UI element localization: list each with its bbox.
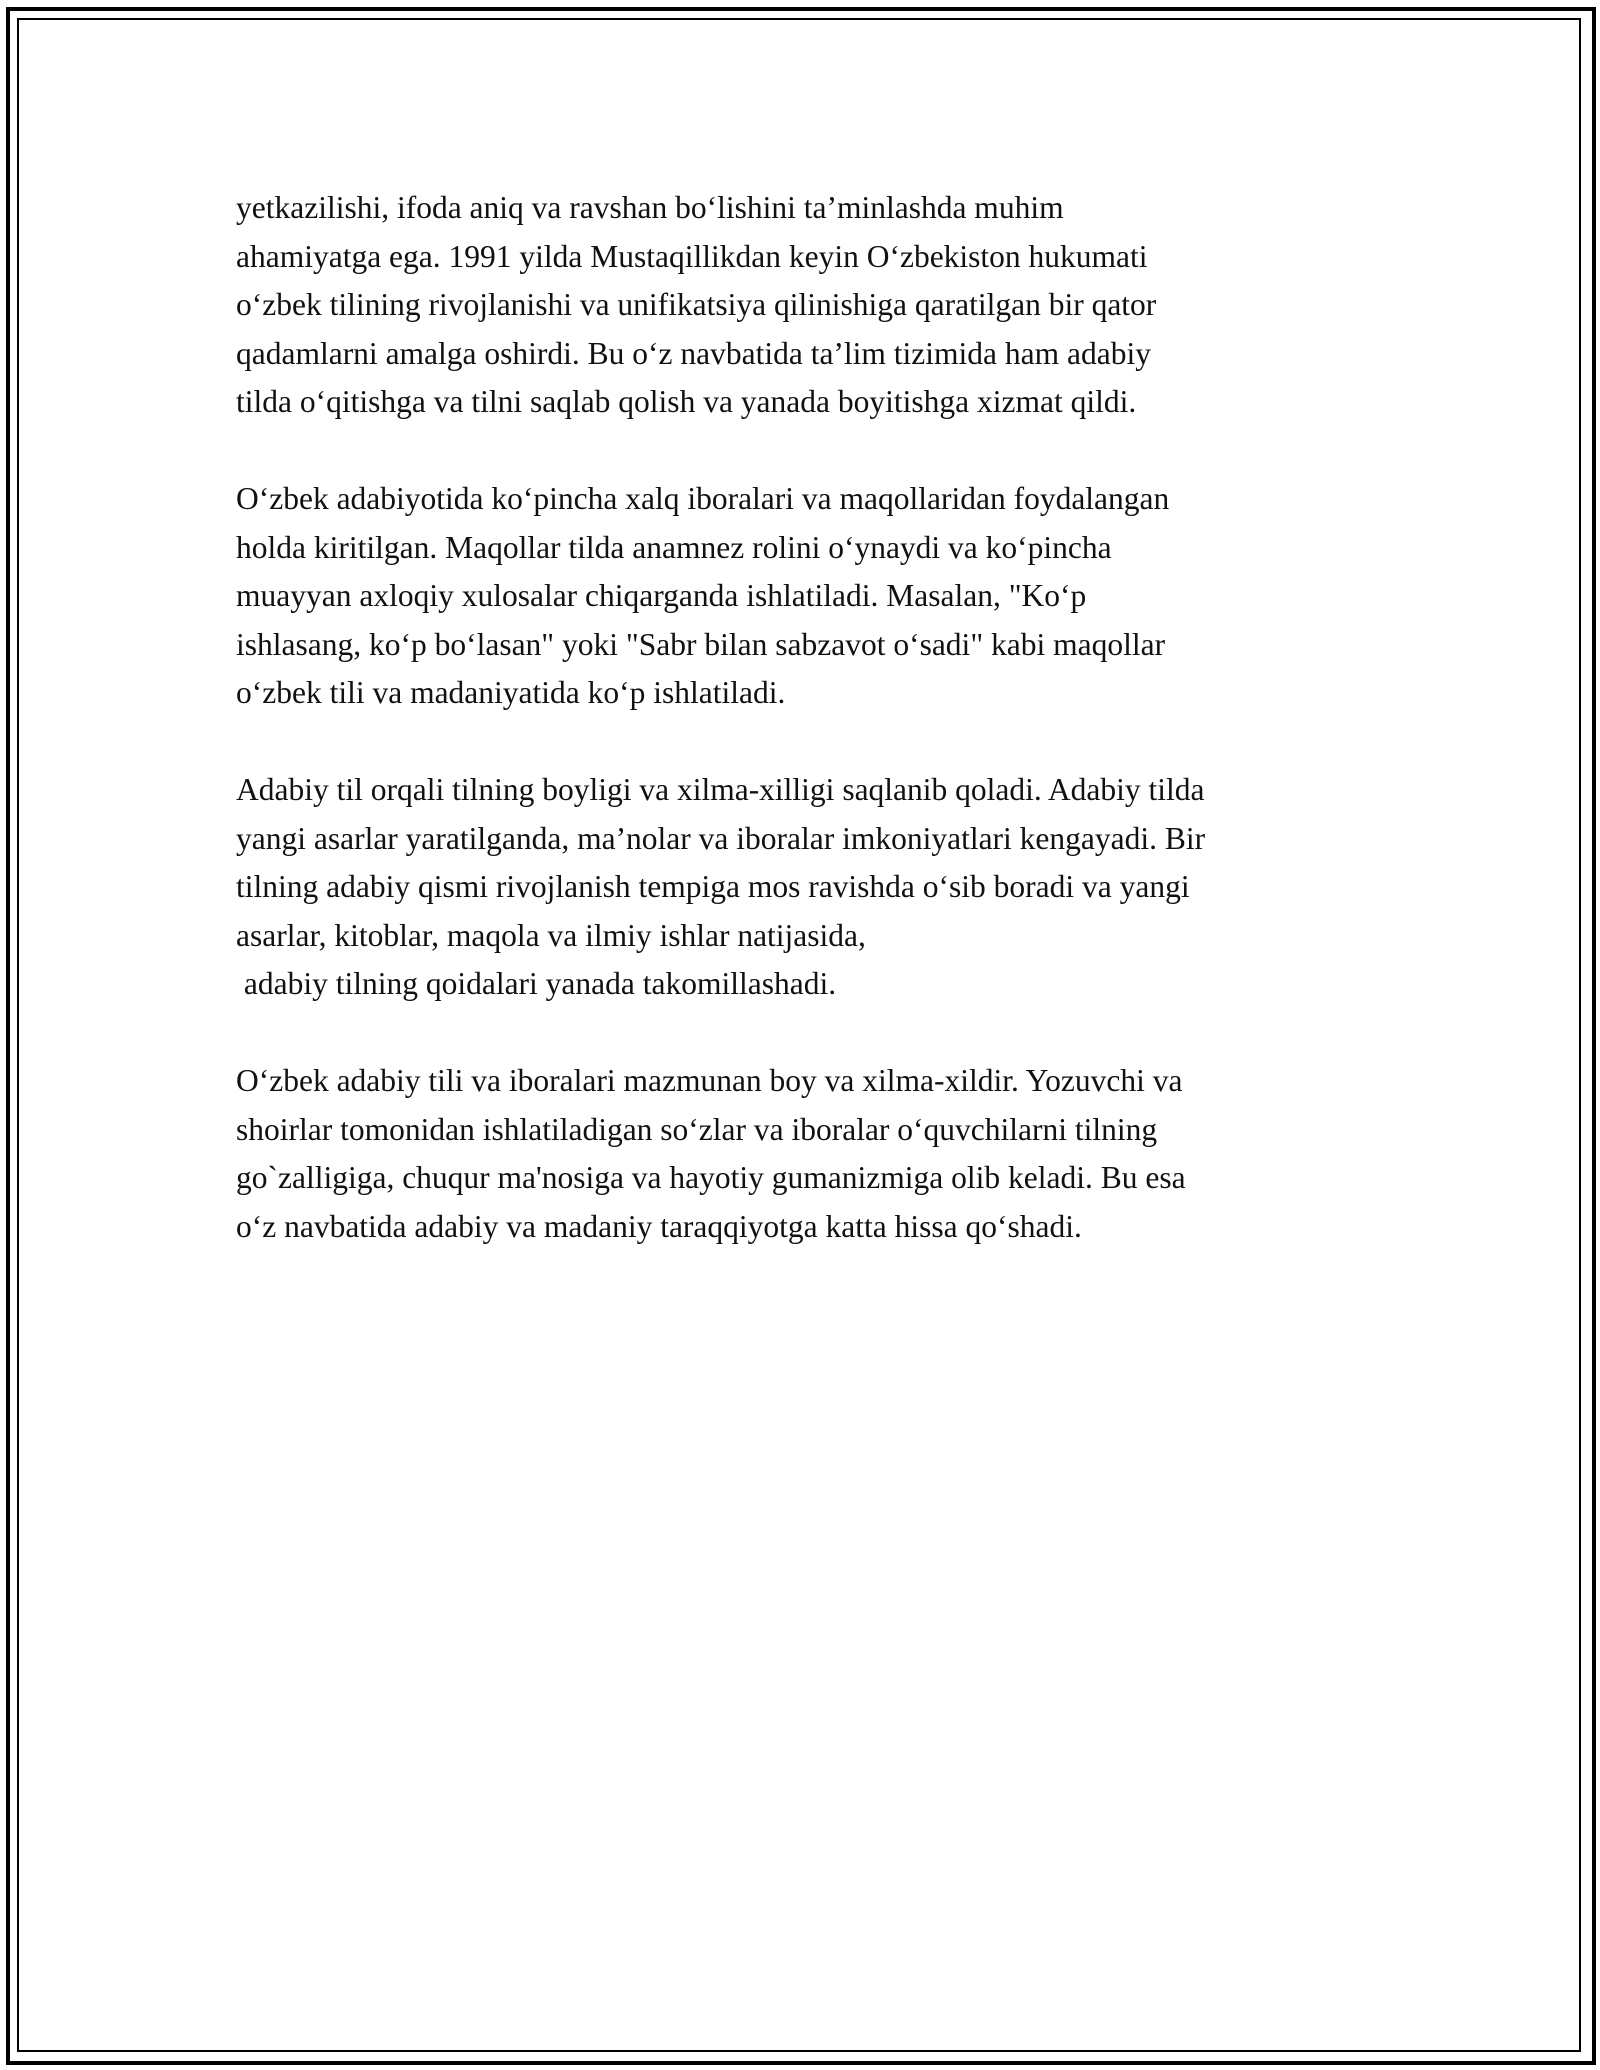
text-line: yetkazilishi, ifoda aniq va ravshan bo‘lishini ta’minlashda muhim [236,190,1064,225]
text-line: adabiy tilning qoidalari yanada takomillashadi. [236,966,837,1001]
paragraph-3 [236,766,1376,1009]
text-line: O‘zbek adabiyotida ko‘pincha xalq iboralari va maqollaridan foydalangan [236,481,1170,516]
text-line: shoirlar tomonidan ishlatiladigan so‘zlar va iboralar o‘quvchilarni tilning [236,1111,1158,1147]
text-line: go`zalligiga, chuqur ma'nosiga va hayotiy gumanizmiga olib keladi. Bu esa [236,1160,1186,1195]
text-line: O‘zbek adabiy tili va iboralari mazmunan boy va xilma-xildir. Yozuvchi va [236,1063,1183,1098]
text-line: ishlasang, ko‘p bo‘lasan" yoki "Sabr bilan sabzavot o‘sadi" kabi maqollar [236,626,1166,662]
text-line: qadamlarni amalga oshirdi. Bu o‘z navbatida ta’lim tizimida ham adabiy [236,335,1151,371]
text-line: ahamiyatga ega. 1991 yilda Mustaqillikdan keyin O‘zbekiston hukumati [236,238,1148,274]
paragraph-1 [236,184,1376,427]
text-line: tilda o‘qitishga va tilni saqlab qolish va yanada boyitishga xizmat qildi. [236,384,1137,419]
text-line: o‘zbek tilining rivojlanishi va unifikatsiya qilinishiga qaratilgan bir qator [236,287,1157,322]
text-line: muayyan axloqiy xulosalar chiqarganda ishlatiladi. Masalan, "Ko‘p [236,578,1087,613]
text-line: Adabiy til orqali tilning boyligi va xilma-xilligi saqlanib qoladi. Adabiy tilda [236,772,1205,807]
paragraph-4 [236,1057,1376,1251]
text-line: asarlar, kitoblar, maqola va ilmiy ishlar natijasida, [236,917,866,953]
paragraph-2 [236,475,1376,718]
text-line: yangi asarlar yaratilganda, ma’nolar va iboralar imkoniyatlari kengayadi. Bir [236,820,1206,856]
text-line: o‘z navbatida adabiy va madaniy taraqqiyotga katta hissa qo‘shadi. [236,1208,1082,1244]
text-line: o‘zbek tili va madaniyatida ko‘p ishlatiladi. [236,675,786,710]
text-line: tilning adabiy qismi rivojlanish tempiga mos ravishda o‘sib boradi va yangi [236,869,1190,904]
document-body [236,184,1376,1300]
text-line: holda kiritilgan. Maqollar tilda anamnez rolini o‘ynaydi va ko‘pincha [236,529,1112,565]
